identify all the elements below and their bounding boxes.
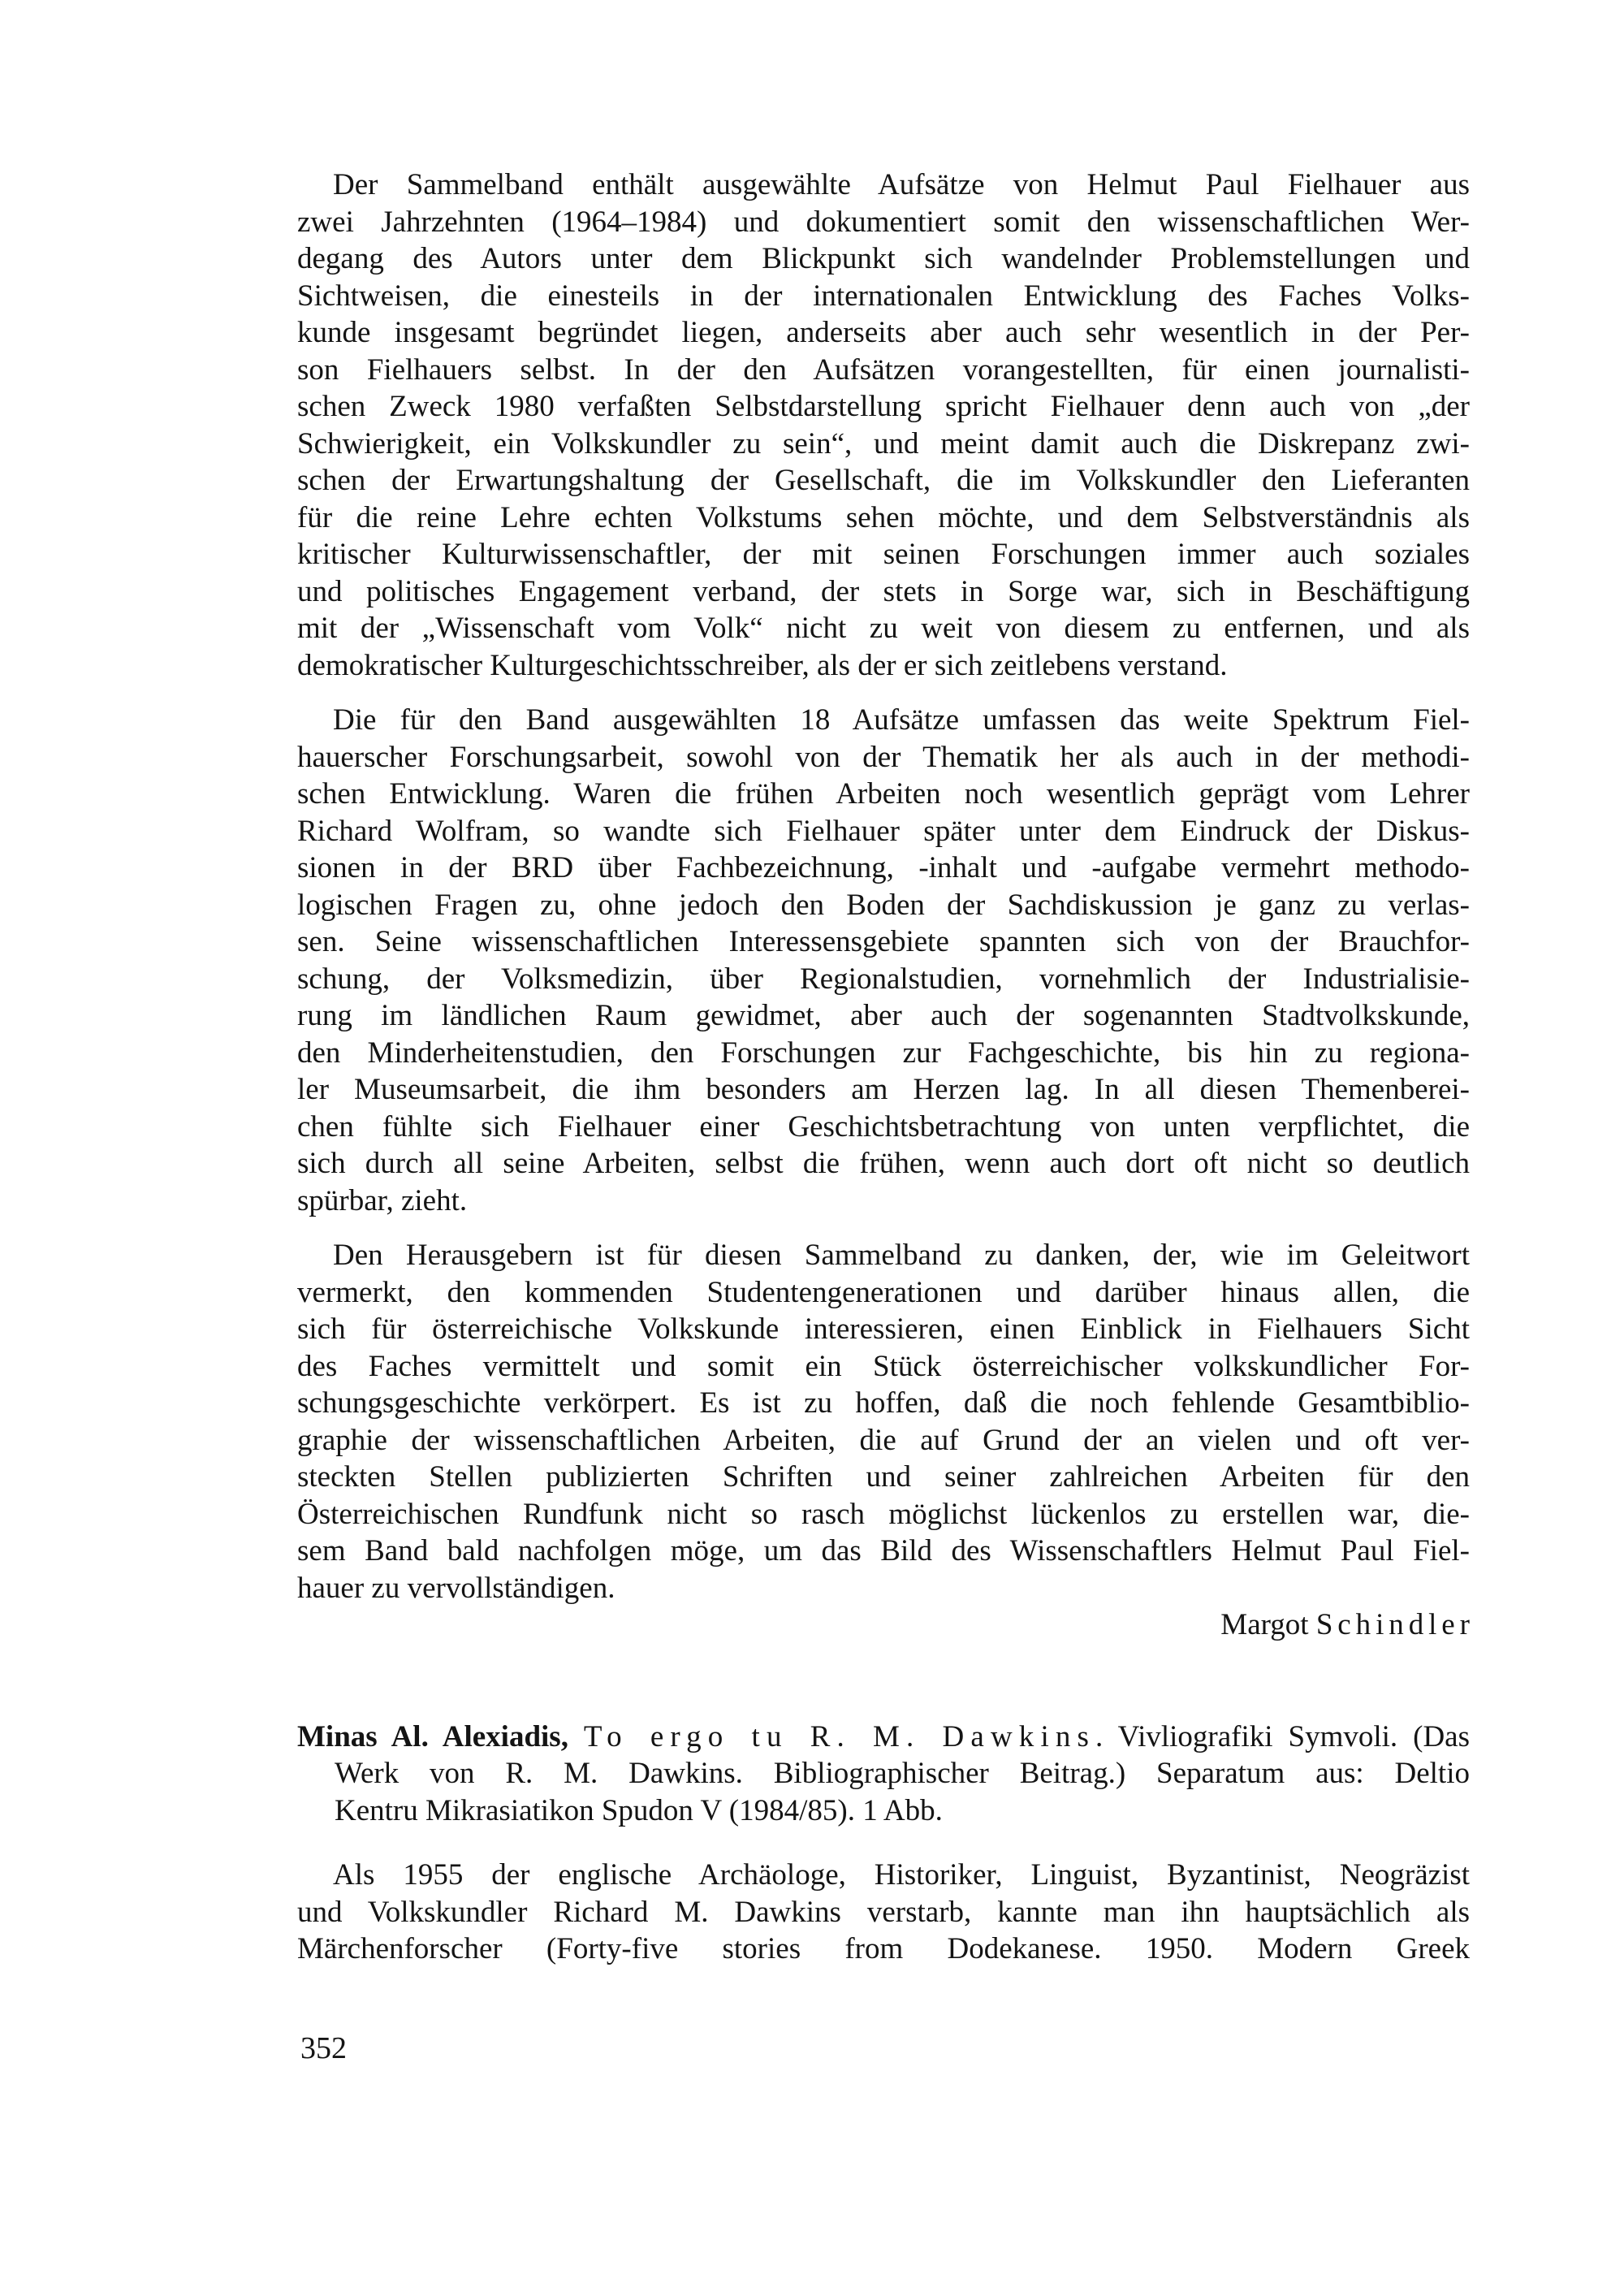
text-line: und politisches Engagement verband, der stets in Sorge war, sich in Beschäftigung	[297, 574, 1470, 608]
text-line: ler Museumsarbeit, die ihm besonders am Herzen lag. In all diesen Themenberei-	[297, 1073, 1470, 1106]
text-line: logischen Fragen zu, ohne jedoch den Boden der Sachdiskussion je ganz zu verlas-	[297, 888, 1470, 922]
entry-title-rest: Vivliografiki Symvoli. (Das	[1103, 1719, 1470, 1753]
entry-author: Minas Al. Alexiadis,	[297, 1719, 568, 1753]
text-line: Werk von R. M. Dawkins. Bibliographischer Beitrag.) Separatum aus: Deltio	[335, 1757, 1470, 1790]
text-line: chen fühlte sich Fielhauer einer Geschichtsbetrachtung von unten verpflichtet, die	[297, 1109, 1470, 1144]
review-paragraph-2	[297, 702, 1470, 1219]
text-line: den Minderheitenstudien, den Forschungen zur Fachgeschichte, bis hin zu regiona-	[297, 1036, 1470, 1070]
text-line: sich durch all seine Arbeiten, selbst die frühen, wenn auch dort oft nicht so deutlich	[297, 1147, 1470, 1180]
text-line: Den Herausgebern ist für diesen Sammelband zu danken, der, wie im Geleitwort	[333, 1239, 1470, 1272]
bibliography-entry-first-line	[297, 1719, 1470, 1756]
text-line: schen Zweck 1980 verfaßten Selbstdarstellung spricht Fielhauer denn auch von „der	[297, 390, 1470, 423]
next-review-paragraph	[297, 1857, 1470, 1968]
review-paragraph-3	[297, 1237, 1470, 1606]
reviewer-given-name: Margot	[1220, 1608, 1316, 1641]
text-line: Märchenforscher (Forty-five stories from Dodekanese. 1950. Modern Greek	[297, 1932, 1470, 1965]
text-line: spürbar, zieht.	[297, 1183, 468, 1217]
text-line: graphie der wissenschaftlichen Arbeiten, die auf Grund der an vielen und oft ver-	[297, 1423, 1470, 1457]
text-line: sen. Seine wissenschaftlichen Interessensgebiete spannten sich von der Brauchfor-	[297, 925, 1470, 958]
text-line: degang des Autors unter dem Blickpunkt sich wandelnder Problemstellungen und	[297, 242, 1470, 275]
bibliography-entry	[297, 1719, 1470, 1830]
page-number: 352	[300, 2030, 347, 2065]
text-line: vermerkt, den kommenden Studentengenerationen und darüber hinaus allen, die	[297, 1275, 1470, 1309]
text-line: sem Band bald nachfolgen möge, um das Bild des Wissenschaftlers Helmut Paul Fiel-	[297, 1534, 1470, 1567]
text-line: hauer zu vervollständigen.	[297, 1571, 615, 1605]
text-line: schen Entwicklung. Waren die frühen Arbeiten noch wesentlich geprägt vom Lehrer	[297, 777, 1470, 811]
text-line: schen der Erwartungshaltung der Gesellschaft, die im Volkskundler den Lieferanten	[297, 464, 1470, 497]
reviewer-family-name: Schindler	[1315, 1608, 1475, 1641]
text-line: kunde insgesamt begründet liegen, anderseits aber auch sehr wesentlich in der Per-	[297, 316, 1470, 349]
text-line: mit der „Wissenschaft vom Volk“ nicht zu weit von diesem zu entfernen, und als	[297, 612, 1470, 645]
text-line: kritischer Kulturwissenschaftler, der mit seinen Forschungen immer auch soziales	[297, 538, 1470, 571]
text-line: hauerscher Forschungsarbeit, sowohl von der Thematik her als auch in der methodi-	[297, 740, 1470, 774]
text-line: demokratischer Kulturgeschichtsschreiber, als der er sich zeitlebens verstand.	[297, 648, 1228, 682]
text-line: schung, der Volksmedizin, über Regionalstudien, vornehmlich der Industrialisie-	[297, 962, 1470, 996]
text-line: sich für österreichische Volkskunde interessieren, einen Einblick in Fielhauers Sicht	[297, 1312, 1470, 1346]
text-line: für die reine Lehre echten Volkstums sehen möchte, und dem Selbstverständnis als	[297, 500, 1470, 534]
text-line: schungsgeschichte verkörpert. Es ist zu hoffen, daß die noch fehlende Gesamtbiblio-	[297, 1386, 1470, 1420]
text-line: steckten Stellen publizierten Schriften und seiner zahlreichen Arbeiten für den	[297, 1460, 1470, 1494]
text-line: und Volkskundler Richard M. Dawkins verstarb, kannte man ihn hauptsächlich als	[297, 1895, 1470, 1929]
text-line: Österreichischen Rundfunk nicht so rasch möglichst lückenlos zu erstellen war, die-	[297, 1497, 1470, 1531]
text-line: Der Sammelband enthält ausgewählte Aufsätze von Helmut Paul Fielhauer aus	[333, 168, 1470, 201]
reviewer-signature	[297, 1606, 1475, 1644]
text-line: Die für den Band ausgewählten 18 Aufsätze umfassen das weite Spektrum Fiel-	[333, 703, 1470, 737]
text-line: Als 1955 der englische Archäologe, Historiker, Linguist, Byzantinist, Neogräzist	[333, 1858, 1470, 1892]
text-line: Richard Wolfram, so wandte sich Fielhauer später unter dem Eindruck der Diskus-	[297, 814, 1470, 848]
text-line: Kentru Mikrasiatikon Spudon V (1984/85). 1 Abb.	[335, 1793, 943, 1827]
bibliography-entry-continuation	[297, 1755, 1470, 1829]
text-line: son Fielhauers selbst. In der den Aufsätzen vorangestellten, für einen journalisti-	[297, 352, 1470, 387]
text-line: sionen in der BRD über Fachbezeichnung, -inhalt und -aufgabe vermehrt methodo-	[297, 851, 1470, 884]
text-block	[297, 166, 1475, 2067]
entry-title-transliterated: To ergo tu R. M. Dawkins.	[583, 1719, 1110, 1753]
review-paragraph-1	[297, 166, 1470, 684]
text-line: Schwierigkeit, ein Volkskundler zu sein“, und meint damit auch die Diskrepanz zwi-	[297, 426, 1470, 460]
text-line: zwei Jahrzehnten (1964–1984) und dokumentiert somit den wissenschaftlichen Wer-	[297, 205, 1470, 239]
text-line: des Faches vermittelt und somit ein Stück österreichischer volkskundlicher For-	[297, 1349, 1470, 1383]
text-line: Sichtweisen, die einesteils in der internationalen Entwicklung des Faches Volks-	[297, 279, 1470, 313]
text-line: rung im ländlichen Raum gewidmet, aber auch der sogenannten Stadtvolkskunde,	[297, 999, 1470, 1032]
